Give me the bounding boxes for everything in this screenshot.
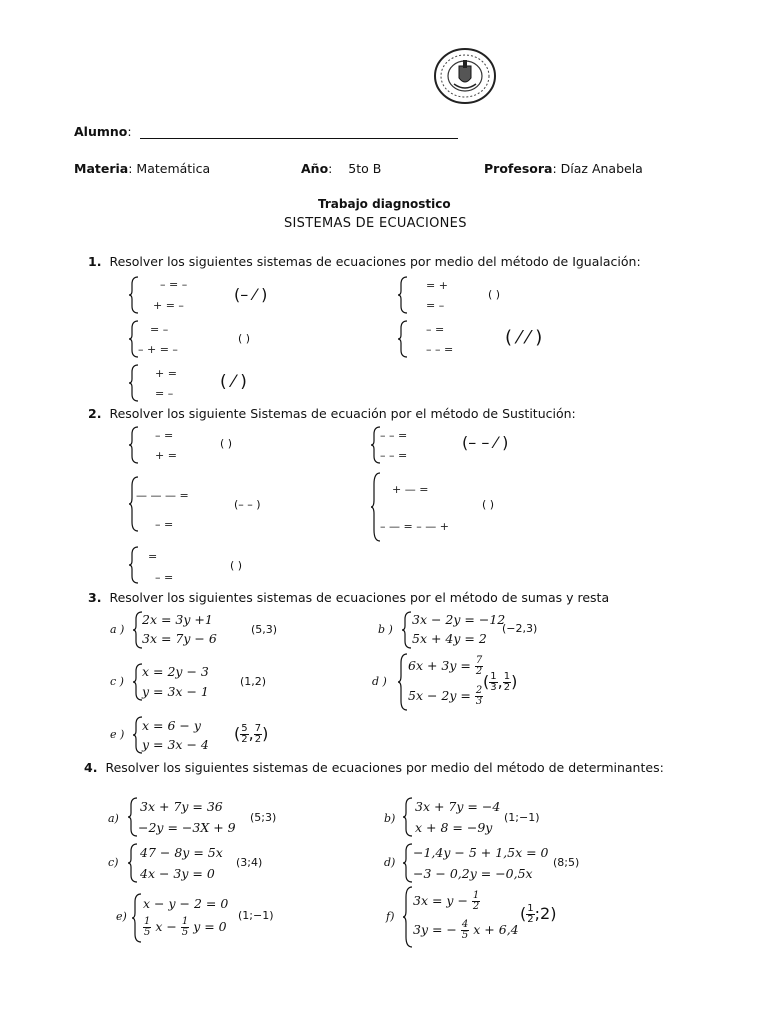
system-2a-answer: ( ) [220,437,233,450]
item-4c-eq1: 47 − 8y = 5x [140,845,223,860]
system-2c-answer: (– – ) [234,498,261,511]
anio-field: Año: 5to B [301,161,382,176]
item-4e-eq2-mid: x − [155,919,177,934]
item-3a-label: a ) [110,623,125,636]
system-1e-line2: = – [155,387,174,400]
question-3-text: Resolver los siguientes sistemas de ecuaciones por el método de sumas y resta [109,590,610,605]
doc-title: SISTEMAS DE ECUACIONES [284,216,467,231]
item-4d-answer: (8;5) [553,856,580,869]
item-3d-eq1-den: 2 [475,666,483,677]
system-1b-answer: ( ) [488,288,501,301]
system-1d-line1: – = [426,323,445,336]
question-2-number: 2. [88,406,102,421]
item-4f-eq1-text: 3x = y − [413,893,468,908]
item-3c-label: c ) [110,675,124,688]
item-4f-eq2-den: 5 [461,930,469,941]
item-4b-eq1: 3x + 7y = −4 [415,799,501,814]
item-3e-answer-den2: 2 [254,734,262,745]
item-4e-eq2-den2: 5 [181,927,189,938]
item-4d-eq2: −3 − 0,2y = −0,5x [413,866,533,881]
item-4e-eq2-end: y = 0 [193,919,227,934]
item-4b-answer: (1;−1) [504,811,540,824]
question-4-text: Resolver los siguientes sistemas de ecuaciones por medio del método de determinantes: [105,760,664,775]
item-3e-answer-frac2 [254,724,262,745]
school-seal-logo [432,46,498,106]
system-2a-line1: – = [155,429,174,442]
item-4f-eq2-post: x + 6,4 [473,922,519,937]
item-4f-answer [520,904,556,925]
item-3d-eq1-text: 6x + 3y = [408,658,471,673]
item-4f-eq2-pre: 3y = − [413,922,457,937]
item-4d-eq1: −1,4y − 5 + 1,5x = 0 [413,845,549,860]
system-2c-line2: – = [155,518,174,531]
item-3d-answer-num2: 1 [503,671,511,682]
item-4c-eq2: 4x − 3y = 0 [140,866,215,881]
question-1-number: 1. [88,254,102,269]
item-3d-eq2-num: 2 [475,685,483,696]
item-4f-eq2 [413,920,519,941]
alumno-blank[interactable] [140,126,458,139]
system-1a-answer: (– ⁄ ) [234,285,268,304]
item-3d-answer-open: ( [483,672,490,691]
system-2c-line1: — — — = [136,489,189,502]
item-3d-answer-sep: , [497,672,503,691]
system-2d-line2: – — = – — + [380,520,449,533]
system-2d-answer: ( ) [482,498,495,511]
item-3a-eq2: 3x = 7y − 6 [142,631,217,646]
brace-2e [128,546,140,584]
question-1-text: Resolver los siguientes sistemas de ecuaciones por medio del método de Igualación: [109,254,641,269]
item-4f-label: f) [386,910,395,923]
materia-field: Materia: Matemática [74,161,211,176]
item-4a-answer: (5;3) [250,811,277,824]
item-4f-answer-frac [526,904,534,925]
item-4a-eq2: −2y = −3X + 9 [138,820,236,835]
item-4c-answer: (3;4) [236,856,263,869]
item-4f-eq1-num: 1 [472,890,480,901]
question-2-text: Resolver los siguiente Sistemas de ecuación por el método de Sustitución: [109,406,576,421]
alumno-label: Alumno [74,124,128,139]
item-3e-answer-frac1 [240,724,248,745]
doc-subtitle: Trabajo diagnostico [318,197,451,211]
materia-label: Materia [74,161,129,176]
item-4f-eq2-num: 4 [461,919,469,930]
system-1e-line1: + = [155,367,177,380]
brace-4c [127,843,139,883]
brace-2a [128,426,140,464]
question-4 [84,760,664,775]
item-4e-eq2-num2: 1 [181,916,189,927]
brace-1b [397,276,409,314]
system-1d-answer: ( ⁄ ⁄ ) [505,327,543,348]
item-3b-answer: (−2,3) [502,622,538,635]
brace-2c [128,476,140,532]
item-3d-answer-den2: 2 [503,682,511,693]
item-4f-eq1-fraction [472,891,480,912]
item-3d-eq2-den: 3 [475,696,483,707]
system-1e-answer: ( ⁄ ) [220,372,247,392]
item-3e-answer-close: ) [262,724,269,743]
item-3e-answer-den1: 2 [241,734,248,745]
item-4e-eq2-frac1 [143,917,151,938]
system-1a-line1: – = – [160,278,188,291]
question-2 [88,406,576,421]
question-1 [88,254,641,269]
item-4f-answer-den: 2 [527,914,534,925]
item-4a-eq1: 3x + 7y = 36 [140,799,223,814]
question-3 [88,590,609,605]
item-3c-eq1: x = 2y − 3 [142,664,209,679]
item-3d-answer-num1: 1 [490,671,497,682]
item-3d-answer-frac1 [489,672,497,693]
item-3d-answer-frac2 [503,672,511,693]
profesora-field: Profesora: Díaz Anabela [484,161,643,176]
item-3d-eq1-num: 7 [475,655,483,666]
item-4e-eq2-den1: 5 [144,927,151,938]
item-4e-eq2 [143,917,227,938]
item-3e-label: e ) [110,728,125,741]
brace-1a [128,276,140,314]
anio-value: 5to B [348,161,382,176]
question-4-number: 4. [84,760,98,775]
item-3c-answer: (1,2) [240,675,267,688]
item-3e-answer-num2: 7 [254,723,262,734]
item-3d-eq1-fraction [475,656,483,677]
system-2b-line2: – – = [380,449,408,462]
system-2a-line2: + = [155,449,177,462]
item-4e-answer: (1;−1) [238,909,274,922]
item-4c-label: c) [108,856,119,869]
system-1c-line2: – + = – [138,343,178,356]
item-3d-eq1 [408,656,483,677]
system-1a-line2: + = – [153,299,184,312]
item-3b-eq1: 3x − 2y = −12 [412,612,506,627]
system-2e-line1: = [148,550,158,563]
item-3e-eq2: y = 3x − 4 [142,737,209,752]
item-4e-eq2-num1: 1 [144,916,151,927]
brace-4b [402,797,414,837]
anio-label: Año [301,161,329,176]
system-1c-line1: = – [150,323,169,336]
system-1d-line2: – – = [426,343,454,356]
materia-value: Matemática [136,161,211,176]
system-2b-answer: (– – ⁄ ) [462,433,509,452]
system-2d-line1: + — = [392,483,429,496]
item-3c-eq2: y = 3x − 1 [142,684,209,699]
item-4f-answer-open: ( [520,904,527,923]
item-4f-answer-rest: ;2) [534,904,557,923]
item-3b-label: b ) [378,623,393,636]
item-3d-answer-den1: 3 [490,682,497,693]
question-3-number: 3. [88,590,102,605]
item-4d-label: d) [384,856,396,869]
system-2e-answer: ( ) [230,559,243,572]
brace-1d [397,320,409,358]
system-1c-answer: ( ) [238,332,251,345]
item-3e-answer [234,724,268,745]
item-3e-answer-num1: 5 [241,723,248,734]
system-2b-line1: – – = [380,429,408,442]
item-3d-eq2-text: 5x − 2y = [408,688,471,703]
brace-1e [128,364,140,402]
system-2e-line2: – = [155,571,174,584]
item-3d-answer-close: ) [511,672,518,691]
profesora-label: Profesora [484,161,553,176]
item-3d-eq2-fraction [475,686,483,707]
profesora-value: Díaz Anabela [560,161,643,176]
brace-4e [131,893,143,943]
item-4a-label: a) [108,812,119,825]
item-4f-eq1 [413,891,480,912]
item-4f-answer-num: 1 [527,903,534,914]
item-4b-eq2: x + 8 = −9y [415,820,493,835]
item-4f-eq2-fraction [461,920,469,941]
item-4f-eq1-den: 2 [472,901,480,912]
item-3d-eq2 [408,686,483,707]
item-3e-answer-sep: , [248,724,254,743]
item-4e-label: e) [116,910,127,923]
item-3e-eq1: x = 6 − y [142,718,201,733]
system-1b-line1: = + [426,279,448,292]
item-3d-label: d ) [372,675,387,688]
item-4e-eq2-frac2 [181,917,189,938]
item-3d-answer [483,672,517,693]
alumno-line: Alumno: [74,124,458,139]
system-1b-line2: = – [426,299,445,312]
item-3a-eq1: 2x = 3y +1 [142,612,213,627]
item-3a-answer: (5,3) [251,623,278,636]
item-4e-eq1: x − y − 2 = 0 [143,896,229,911]
item-4b-label: b) [384,812,396,825]
item-3e-answer-open: ( [234,724,241,743]
item-3b-eq2: 5x + 4y = 2 [412,631,487,646]
